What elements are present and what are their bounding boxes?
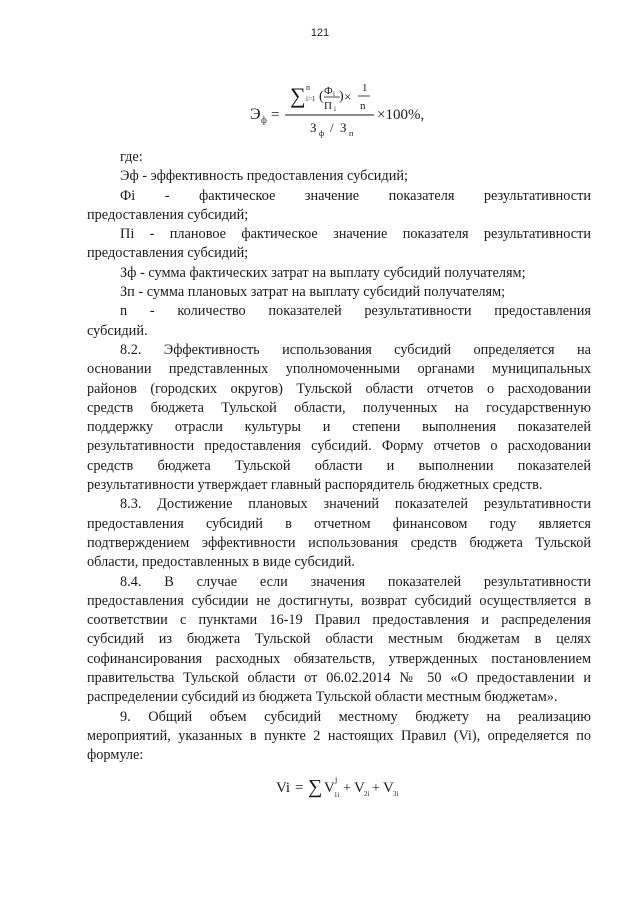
line-19: предоставления субсидий в отчетном финансовом году является (87, 515, 591, 532)
line-24: соответствии с пунктами 16-19 Правил предоставления и распределения (87, 612, 591, 629)
f2-plus2: + (372, 781, 380, 796)
line-25: субсидий из бюджета Тульской области местным бюджетам в целях (87, 631, 591, 648)
line-2: Фi - фактическое значение показателя результативности (120, 187, 591, 204)
line-9: субсидий. (87, 322, 148, 339)
line-11: основании представленных уполномоченными органами муниципальных (87, 361, 591, 378)
f1-den-z-plan-sub: п (349, 129, 354, 138)
line-6: Зф - сумма фактических затрат на выплату субсидий получателям; (120, 264, 526, 281)
f1-sum-lower: i=1 (306, 95, 316, 103)
line-17: результативности утверждает главный распорядитель бюджетных средств. (87, 477, 543, 494)
f2-lhs: Vi (276, 780, 291, 796)
line-13: средств бюджета Тульской области, полученных на государственную (87, 399, 591, 416)
page-number: 121 (310, 27, 330, 39)
f1-den-z-fact: З (310, 120, 317, 135)
f2-sum: ∑ (308, 776, 323, 798)
f2-v1-sub: 1i (334, 791, 340, 799)
line-31: формуле: (87, 747, 144, 764)
line-1: Эф - эффективность предоставления субсидий; (120, 168, 408, 185)
line-20: подтверждением эффективности использования средств бюджета Тульской (87, 534, 591, 551)
f1-num-phi-sub: i (333, 90, 335, 98)
document-body (87, 148, 591, 766)
line-0: где: (120, 149, 143, 165)
line-18: 8.3. Достижение плановых значений показателей результативности (120, 496, 591, 513)
line-12: районов (городских округов) Тульской области отчетов о расходовании (87, 380, 591, 397)
f1-sum: ∑ (290, 83, 306, 108)
f1-n: n (360, 100, 366, 112)
line-23: предоставления субсидии не достигнуты, возврат субсидий осуществляется в (87, 592, 591, 609)
line-30: мероприятий, указанных в пункте 2 настоящих Правил (Vi), определяется по (87, 727, 591, 744)
f2-v2: V (354, 780, 365, 796)
line-7: Зп - сумма плановых затрат на выплату субсидий получателям; (120, 284, 506, 301)
f2-equals: = (295, 780, 304, 796)
f1-den-pi: П (324, 100, 332, 112)
f1-paren-close: ) (339, 89, 344, 104)
line-4: Пi - плановое фактическое значение показателя результативности (120, 226, 591, 243)
line-3: предоставления субсидий; (87, 206, 249, 223)
f1-equals: = (271, 107, 280, 123)
f1-times: × (344, 89, 352, 104)
f1-one: 1 (362, 82, 368, 94)
line-5: предоставления субсидий; (87, 245, 249, 262)
f1-den-slash: / (330, 120, 334, 135)
line-29: 9. Общий объем субсидий местному бюджету на реализацию (120, 708, 591, 725)
line-15: результативности предоставления субсидий. Форму отчетов о расходовании (87, 438, 591, 455)
line-8: n - количество показателей результативности предоставления (120, 303, 591, 320)
f1-den-pi-sub: i (334, 105, 336, 113)
f1-num-phi: Ф (324, 85, 333, 97)
line-16: средств бюджета Тульской области и выполнении показателей (87, 457, 591, 474)
f2-v3: V (383, 780, 394, 796)
line-14: поддержку отрасли культуры и степени выполнения показателей (87, 419, 591, 436)
f1-paren-open: ( (319, 89, 324, 104)
line-26: софинансирования расходных обязательств, утвержденных постановлением (87, 650, 591, 667)
f1-percent: ×100%, (377, 107, 425, 123)
subsidy-volume-formula (268, 770, 418, 806)
f2-v3-sub: 3i (393, 790, 399, 798)
line-28: распределении субсидий из бюджета Тульской области местным бюджетам». (87, 689, 558, 706)
f1-sum-upper: n (306, 83, 310, 92)
f1-den-z-plan: З (340, 120, 347, 135)
f2-v1: V (324, 780, 335, 796)
f2-v1-sup: j (335, 775, 338, 784)
line-27: правительства Тульской области от 06.02.2014 № 50 «О предоставлении и (87, 670, 591, 687)
f1-lhs-sub: ф (261, 115, 267, 125)
efficiency-formula (244, 82, 484, 140)
f2-v2-sub: 2i (364, 790, 370, 798)
f2-plus1: + (343, 781, 351, 796)
line-10: 8.2. Эффективность использования субсидий определяется на (120, 341, 591, 358)
f1-lhs: Э (250, 106, 261, 123)
f1-den-z-fact-sub: ф (319, 129, 325, 138)
line-21: области, предоставленных в виде субсидий. (87, 554, 355, 571)
line-22: 8.4. В случае если значения показателей результативности (120, 573, 591, 590)
